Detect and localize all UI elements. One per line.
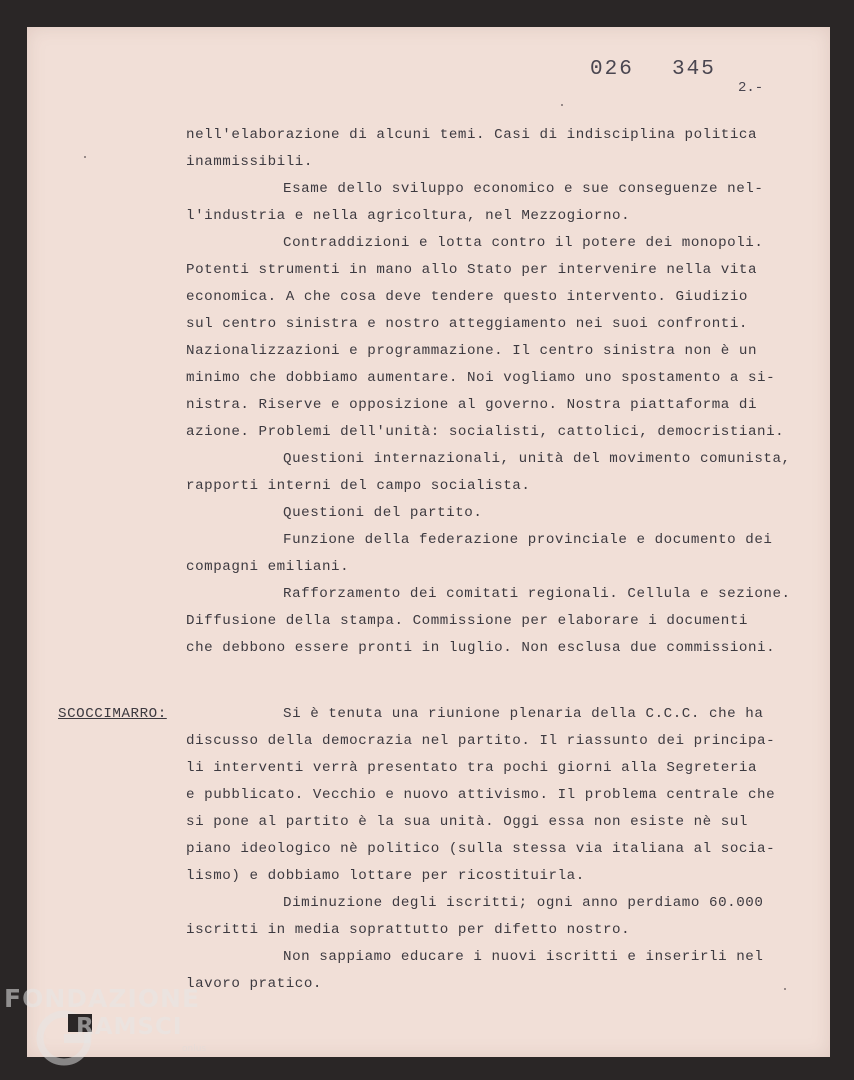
text-line: che debbono essere pronti in luglio. Non esclusa due commissioni. <box>186 640 776 656</box>
text-line: Potenti strumenti in mano allo Stato per intervenire nella vita <box>186 262 758 278</box>
text-line: rapporti interni del campo socialista. <box>186 478 531 494</box>
fondazione-gramsci-watermark <box>4 984 214 1074</box>
text-line: Diffusione della stampa. Commissione per elaborare i documenti <box>186 613 748 629</box>
paper-speck <box>84 156 86 158</box>
text-line: economica. A che cosa deve tendere questo intervento. Giudizio <box>186 289 748 305</box>
text-line: l'industria e nella agricoltura, nel Mezzogiorno. <box>186 208 631 224</box>
text-line: discusso della democrazia nel partito. Il riassunto dei principa- <box>186 733 776 749</box>
watermark-line-2: RAMSCI <box>76 1014 183 1040</box>
paper-speck <box>561 104 563 106</box>
text-line: iscritti in media soprattutto per difetto nostro. <box>186 922 631 938</box>
text-line: Rafforzamento dei comitati regionali. Cellula e sezione. <box>283 586 791 602</box>
agenda-text <box>186 122 846 662</box>
text-line: li interventi verrà presentato tra pochi giorni alla Segreteria <box>186 760 758 776</box>
text-line: Nazionalizzazioni e programmazione. Il centro sinistra non è un <box>186 343 758 359</box>
text-line: sul centro sinistra e nostro atteggiamento nei suoi confronti. <box>186 316 748 332</box>
text-line: Si è tenuta una riunione plenaria della C.C.C. che ha <box>283 706 764 722</box>
text-line: Questioni del partito. <box>283 505 483 521</box>
text-line: Funzione della federazione provinciale e documento dei <box>283 532 773 548</box>
text-line: Diminuzione degli iscritti; ogni anno perdiamo 60.000 <box>283 895 764 911</box>
watermark-line-1: FONDAZIONE <box>4 984 201 1013</box>
speaker-text <box>186 701 846 998</box>
archive-number-second: 345 <box>672 58 716 81</box>
speaker-label: SCOCCIMARRO: <box>58 706 167 722</box>
text-line: Non sappiamo educare i nuovi iscritti e inserirli nel <box>283 949 764 965</box>
text-line: inammissibili. <box>186 154 313 170</box>
text-line: compagni emiliani. <box>186 559 350 575</box>
text-line: e pubblicato. Vecchio e nuovo attivismo. Il problema centrale che <box>186 787 776 803</box>
text-line: nell'elaborazione di alcuni temi. Casi di indisciplina politica <box>186 127 758 143</box>
archive-number-first: 026 <box>590 58 634 81</box>
page-number: 2.- <box>738 80 764 96</box>
text-line: minimo che dobbiamo aumentare. Noi vogliamo uno spostamento a si- <box>186 370 776 386</box>
text-line: Esame dello sviluppo economico e sue conseguenze nel- <box>283 181 764 197</box>
text-line: lismo) e dobbiamo lottare per ricostituirla. <box>186 868 585 884</box>
watermark-small: onlus <box>182 1044 207 1054</box>
text-line: azione. Problemi dell'unità: socialisti, cattolici, democristiani. <box>186 424 785 440</box>
text-line: si pone al partito è la sua unità. Oggi essa non esiste nè sul <box>186 814 748 830</box>
text-line: piano ideologico nè politico (sulla stessa via italiana al socia- <box>186 841 776 857</box>
text-line: lavoro pratico. <box>186 976 322 992</box>
text-line: Questioni internazionali, unità del movimento comunista, <box>283 451 791 467</box>
text-line: Contraddizioni e lotta contro il potere dei monopoli. <box>283 235 764 251</box>
text-line: nistra. Riserve e opposizione al governo. Nostra piattaforma di <box>186 397 758 413</box>
